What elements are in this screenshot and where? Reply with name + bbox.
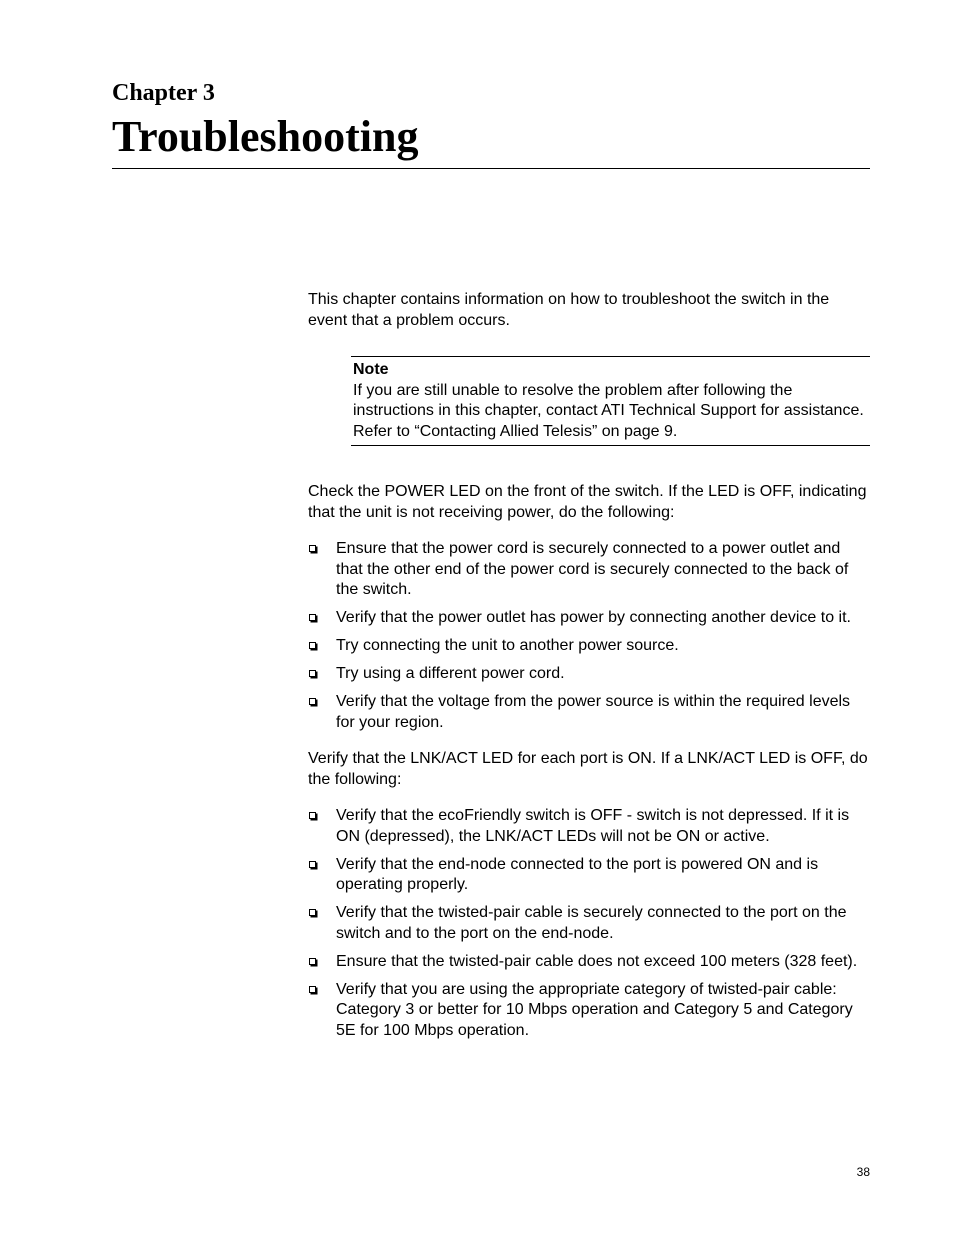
- list-item-text: Verify that the ecoFriendly switch is OFF - switch is not depressed. If it is ON (depressed), the LNK/ACT LEDs will not be ON or active.: [336, 807, 850, 845]
- note-text: If you are still unable to resolve the problem after following the instructions in this chapter, contact ATI Technical Support for assistance. Refer to “Contacting Allied Telesis” on page 9.: [353, 381, 864, 440]
- title-divider: [112, 168, 870, 169]
- list-item: [308, 806, 870, 847]
- list-item: [308, 539, 870, 601]
- checkbox-bullet-icon: [309, 986, 316, 993]
- list-item-text: Verify that you are using the appropriate category of twisted-pair cable: Category 3 or better for 10 Mbps operation and Category 5 and Category 5E for 100 Mbps operation.: [336, 980, 853, 1039]
- list-item: [308, 664, 870, 685]
- link-led-paragraph: Verify that the LNK/ACT LED for each port is ON. If a LNK/ACT LED is OFF, do the following:: [308, 750, 868, 788]
- list-item: [308, 903, 870, 944]
- note-box: [351, 356, 870, 446]
- checkbox-bullet-icon: [309, 909, 316, 916]
- chapter-title: Troubleshooting: [112, 112, 419, 161]
- list-item-text: Verify that the power outlet has power by connecting another device to it.: [336, 609, 851, 626]
- intro-paragraph: This chapter contains information on how to troubleshoot the switch in the event that a problem occurs.: [308, 291, 830, 329]
- checkbox-bullet-icon: [309, 545, 316, 552]
- list-item-text: Verify that the twisted-pair cable is securely connected to the port on the switch and to the port on the end-node.: [336, 904, 847, 942]
- list-item-text: Verify that the voltage from the power source is within the required levels for your region.: [336, 693, 851, 731]
- list-item: [308, 952, 870, 973]
- checkbox-bullet-icon: [309, 698, 316, 705]
- checkbox-bullet-icon: [309, 958, 316, 965]
- list-item-text: Verify that the end-node connected to the port is powered ON and is operating properly.: [336, 855, 819, 893]
- link-led-checklist: [308, 806, 870, 1041]
- power-led-paragraph: Check the POWER LED on the front of the switch. If the LED is OFF, indicating that the unit is not receiving power, do the following:: [308, 483, 867, 521]
- list-item: [308, 636, 870, 657]
- checkbox-bullet-icon: [309, 812, 316, 819]
- list-item: [308, 855, 870, 896]
- checkbox-bullet-icon: [309, 642, 316, 649]
- list-item-text: Ensure that the twisted-pair cable does not exceed 100 meters (328 feet).: [336, 952, 858, 970]
- list-item-text: Try connecting the unit to another power source.: [336, 637, 679, 654]
- list-item-text: Try using a different power cord.: [336, 665, 565, 682]
- checkbox-bullet-icon: [309, 614, 316, 621]
- list-item: [308, 692, 870, 733]
- page-body: [308, 290, 870, 1057]
- power-led-checklist: [308, 539, 870, 733]
- page-number: 38: [856, 1165, 870, 1179]
- list-item: [308, 608, 870, 629]
- checkbox-bullet-icon: [309, 670, 316, 677]
- checkbox-bullet-icon: [309, 861, 316, 868]
- list-item-text: Ensure that the power cord is securely connected to a power outlet and that the other end of the power cord is securely connected to the back of the switch.: [336, 540, 849, 598]
- chapter-label: Chapter 3: [112, 80, 215, 106]
- note-heading: Note: [353, 361, 389, 378]
- list-item: [308, 980, 870, 1042]
